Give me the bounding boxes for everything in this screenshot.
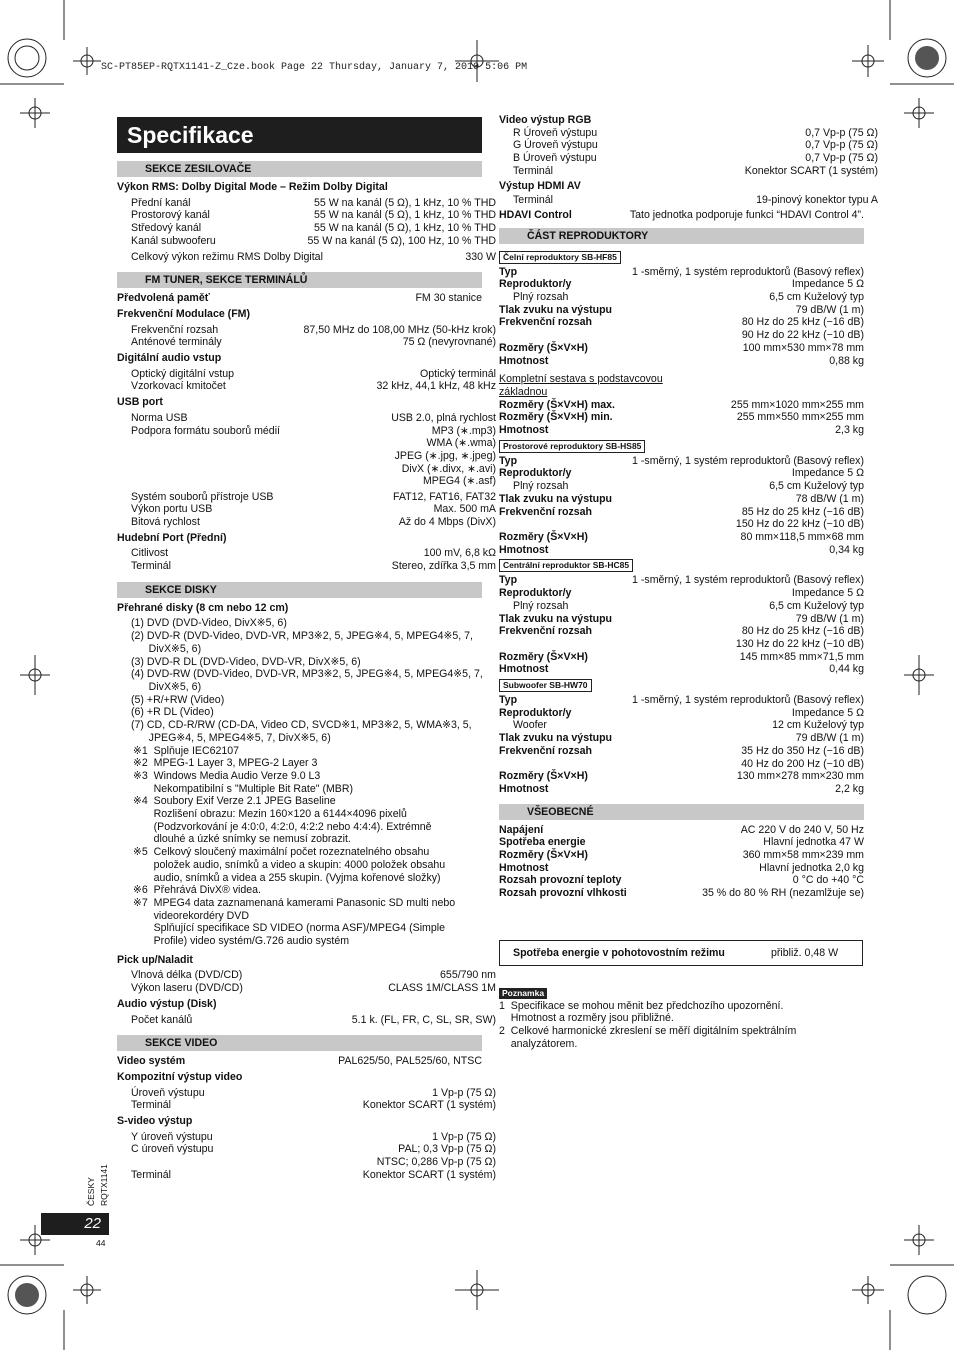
spec-label: Úroveň výstupu — [131, 1086, 205, 1099]
spec-value: 0,88 kg — [829, 354, 864, 367]
spec-label: Terminál — [513, 164, 554, 177]
print-header-line: SC-PT85EP-RQTX1141-Z_Cze.book Page 22 Thursday, January 7, 2010 5:06 PM — [101, 62, 528, 73]
spec-value: 85 Hz do 25 kHz (−16 dB) — [741, 505, 864, 518]
spec-row — [117, 336, 496, 349]
usb-standard-row: Norma USB USB 2.0, plná rychlost — [131, 411, 496, 424]
spec-row — [499, 758, 864, 771]
spec-value: 80 Hz do 25 kHz (−16 dB) — [741, 625, 864, 638]
front-speaker-tag: Čelní reproduktory SB-HF85 — [499, 251, 621, 264]
spec-row — [499, 719, 864, 732]
disc-list-item: (6) +R DL (Video) — [131, 706, 214, 719]
usb-rows — [117, 490, 496, 529]
spec-label: Rozměry (Š×V×H) — [499, 341, 588, 354]
spec-value: Konektor SCART (1 systém) — [362, 1099, 496, 1112]
spec-value: Impedance 5 Ω — [791, 467, 864, 480]
spec-row — [117, 1143, 496, 1156]
spec-row — [499, 480, 864, 493]
spec-label: Rozsah provozní vlhkosti — [499, 887, 627, 900]
spec-row — [499, 165, 878, 178]
spec-row — [499, 707, 864, 720]
spec-label: Citlivost — [131, 547, 169, 560]
spec-row — [499, 745, 864, 758]
spec-value: AC 220 V do 240 V, 50 Hz — [740, 823, 864, 836]
spec-row — [499, 304, 864, 317]
footnote-line: (Podzvorkování je 4:0:0, 4:2:0, 4:2:2 nebo 4:4:4). Extrémně — [133, 820, 432, 833]
spec-value: 19-pinový konektor typu A — [756, 194, 878, 207]
spec-row — [499, 266, 864, 279]
amp-rows — [117, 196, 496, 248]
spec-value: 0,44 kg — [829, 663, 864, 676]
spec-label: Tlak zvuku na výstupu — [499, 612, 613, 625]
spec-label: Bitová rychlost — [131, 515, 200, 528]
spec-row — [499, 127, 878, 140]
spec-label: Kanál subwooferu — [131, 234, 216, 247]
spec-label: Napájení — [499, 823, 544, 836]
spec-row — [499, 493, 864, 506]
notes-block — [499, 987, 864, 1051]
spec-value: 255 mm×1020 mm×255 mm — [730, 398, 864, 411]
spec-row — [117, 380, 496, 393]
spec-value: 79 dB/W (1 m) — [795, 612, 864, 625]
spec-value: 150 Hz do 22 kHz (−10 dB) — [735, 518, 864, 531]
spec-label: Frekvenční rozsah — [131, 323, 219, 336]
footnote-line: ※7 MPEG4 data zaznamenaná kamerami Panasonic SD multi nebo — [133, 896, 456, 909]
spec-value: 1 -směrný, 1 systém reproduktorů (Basový reflex) — [632, 265, 864, 278]
spec-value: 1 -směrný, 1 systém reproduktorů (Basový reflex) — [632, 574, 864, 587]
section-amplifier: SEKCE ZESILOVAČE — [117, 161, 482, 177]
spec-row — [117, 368, 496, 381]
spec-row — [499, 278, 864, 291]
spec-value: 55 W na kanál (5 Ω), 100 Hz, 10 % THD — [307, 234, 496, 247]
spec-label: Výkon portu USB — [131, 503, 213, 516]
spec-row — [117, 1169, 496, 1182]
standby-power-box — [499, 940, 863, 966]
spec-value: 1 -směrný, 1 systém reproduktorů (Basový reflex) — [632, 694, 864, 707]
spec-label: Frekvenční rozsah — [499, 316, 593, 329]
note-line: Hmotnost a rozměry jsou přibližné. — [499, 1012, 674, 1025]
footnote-line: Rozlišení obrazu: Mezin 160×120 a 6144×4096 pixelů — [133, 808, 407, 821]
spec-row — [499, 329, 864, 342]
disc-list-item: JPEG※4, 5, MPEG4※5, 7, DivX※5, 6) — [131, 731, 331, 744]
spec-row — [499, 291, 864, 304]
spec-value: Optický terminál — [420, 367, 496, 380]
digital-in-heading: Digitální audio vstup — [117, 352, 222, 365]
front-set-label: Kompletní sestava s podstavcovou základnou — [499, 373, 663, 398]
footnote-line: videorekordéry DVD — [133, 909, 249, 922]
usb-format-value: MP3 (∗.mp3) — [431, 424, 496, 437]
spec-value: Hlavní jednotka 47 W — [763, 836, 864, 849]
spec-label: Vzorkovací kmitočet — [131, 380, 226, 393]
spec-value: 100 mm×530 mm×78 mm — [742, 341, 864, 354]
spec-row — [499, 506, 864, 519]
spec-row — [117, 324, 496, 337]
spec-label: Typ — [499, 694, 518, 707]
spec-row — [499, 467, 864, 480]
spec-row — [499, 424, 864, 437]
section-video: SEKCE VIDEO — [117, 1035, 482, 1051]
spec-row — [117, 547, 496, 560]
spec-label: Reproduktor/y — [499, 706, 572, 719]
audio-out-rows — [117, 1013, 496, 1027]
spec-label: B Úroveň výstupu — [513, 152, 597, 165]
spec-value: 6,5 cm Kuželový typ — [769, 291, 864, 304]
digital-in-rows — [117, 367, 496, 393]
spec-row — [499, 783, 864, 796]
section-disc: SEKCE DISKY — [117, 582, 482, 598]
spec-label: Rozměry (Š×V×H) min. — [499, 411, 613, 424]
spec-value: NTSC; 0,286 Vp-p (75 Ω) — [376, 1156, 496, 1169]
spec-row — [499, 651, 864, 664]
front-speaker-rows — [499, 266, 864, 368]
fm-heading: Frekvenční Modulace (FM) — [117, 307, 251, 320]
notes-list — [499, 1000, 864, 1051]
spec-row — [499, 874, 864, 887]
spec-value: 79 dB/W (1 m) — [795, 303, 864, 316]
spec-value: 2,3 kg — [835, 424, 864, 437]
spec-row — [499, 574, 864, 587]
spec-row — [499, 694, 864, 707]
usb-format-value: DivX (∗.divx, ∗.avi) — [401, 462, 496, 475]
disc-list-item: (5) +R/+RW (Video) — [131, 693, 225, 706]
spec-row — [117, 235, 496, 248]
spec-label: Plný rozsah — [513, 291, 569, 304]
music-port-heading: Hudební Port (Přední) — [117, 531, 227, 544]
fm-rows — [117, 323, 496, 349]
spec-label: R Úroveň výstupu — [513, 126, 598, 139]
hdmi-heading: Výstup HDMI AV — [499, 179, 581, 192]
spec-row — [117, 222, 496, 235]
spec-row — [117, 1156, 496, 1169]
footnote-line: Nekompatibilní s "Multiple Bit Rate" (MBR) — [133, 782, 354, 795]
disc-list-item: (1) DVD (DVD-Video, DivX※5, 6) — [131, 617, 287, 630]
spec-value: 80 Hz do 25 kHz (−16 dB) — [741, 316, 864, 329]
spec-label: Optický digitální vstup — [131, 367, 235, 380]
composite-rows — [117, 1086, 496, 1112]
footnote-line: dlouhé a úzké snímky se nemusí zobrazit. — [133, 833, 351, 846]
footnote-line: ※3 Windows Media Audio Verze 9.0 L3 — [133, 769, 321, 782]
spec-value: PAL; 0,3 Vp-p (75 Ω) — [398, 1143, 496, 1156]
amp-heading: Výkon RMS: Dolby Digital Mode – Režim Dolby Digital — [117, 181, 388, 193]
spec-row — [499, 194, 878, 207]
hdmi-rows — [499, 194, 878, 207]
spec-row — [499, 518, 864, 531]
spec-label: Tlak zvuku na výstupu — [499, 492, 613, 505]
spec-row — [499, 836, 864, 849]
spec-value: 80 mm×118,5 mm×68 mm — [740, 530, 864, 543]
footnote-line: ※1 Splňuje IEC62107 — [133, 744, 240, 757]
spec-label: Počet kanálů — [131, 1013, 193, 1026]
spec-value: 0,34 kg — [829, 543, 864, 556]
spec-value: 90 Hz do 22 kHz (−10 dB) — [741, 329, 864, 342]
footnote-line: ※6 Přehrává DivX® videa. — [133, 884, 261, 897]
side-language: ČESKY — [86, 1177, 96, 1206]
spec-row — [499, 544, 864, 557]
spec-value: 35 % do 80 % RH (nezamlžuje se) — [702, 887, 864, 900]
preset-row: Předvolená paměť FM 30 stanice — [117, 292, 482, 305]
spec-row — [499, 355, 864, 368]
footnote-line: ※4 Soubory Exif Verze 2.1 JPEG Baseline — [133, 795, 336, 808]
disc-list-item: (7) CD, CD-R/RW (CD-DA, Video CD, SVCD※1, MP3※2, 5, WMA※3, 5, — [131, 719, 472, 732]
spec-row — [117, 503, 496, 516]
rgb-rows — [499, 126, 878, 178]
footnote-line: audio, snímků a videa a 255 skupin. (Vyjma kořenové složky) — [133, 871, 441, 884]
usb-heading: USB port — [117, 396, 163, 409]
spec-value: 12 cm Kuželový typ — [772, 719, 864, 732]
spec-value: 6,5 cm Kuželový typ — [769, 480, 864, 493]
spec-value: Konektor SCART (1 systém) — [362, 1168, 496, 1181]
page-sub-number: 44 — [96, 1238, 106, 1248]
spec-label: Tlak zvuku na výstupu — [499, 732, 613, 745]
spec-value: 6,5 cm Kuželový typ — [769, 599, 864, 612]
spec-value: Impedance 5 Ω — [791, 278, 864, 291]
spec-row — [117, 982, 496, 995]
center-speaker-tag: Centrální reproduktor SB-HC85 — [499, 559, 633, 572]
spec-value: Hlavní jednotka 2,0 kg — [759, 861, 864, 874]
spec-row — [499, 152, 878, 165]
spec-label: Rozměry (Š×V×H) — [499, 530, 588, 543]
spec-value: 0 °C do +40 °C — [792, 874, 864, 887]
spec-row — [499, 638, 864, 651]
footnote-line: ※5 Celkový sloučený maximální počet rozeznatelného obsahu — [133, 846, 430, 859]
spec-label: Hmotnost — [499, 861, 549, 874]
note-tag: Poznamka — [499, 988, 547, 999]
standby-value: přibliž. 0,48 W — [771, 947, 839, 959]
spec-row — [117, 969, 496, 982]
spec-label: Přední kanál — [131, 196, 191, 209]
spec-row — [499, 613, 864, 626]
page-number: 22 — [41, 1213, 109, 1235]
disc-heading: Přehrané disky (8 cm nebo 12 cm) — [117, 601, 289, 614]
spec-row — [117, 1014, 496, 1027]
spec-label: Prostorový kanál — [131, 209, 210, 222]
spec-row — [117, 1087, 496, 1100]
subwoofer-tag: Subwoofer SB-HW70 — [499, 679, 592, 692]
spec-label: Rozměry (Š×V×H) — [499, 770, 588, 783]
spec-label: Rozsah provozní teploty — [499, 874, 622, 887]
spec-value: 655/790 nm — [440, 969, 496, 982]
spec-label: Hmotnost — [499, 663, 549, 676]
spec-value: Až do 4 Mbps (DivX) — [398, 515, 496, 528]
spec-value: 87,50 MHz do 108,00 MHz (50-kHz krok) — [303, 323, 496, 336]
spec-label: Rozměry (Š×V×H) — [499, 650, 588, 663]
spec-label: C úroveň výstupu — [131, 1143, 214, 1156]
spec-label: Vlnová délka (DVD/CD) — [131, 969, 243, 982]
pickup-heading: Pick up/Naladit — [117, 953, 193, 966]
usb-format-value: JPEG (∗.jpg, ∗.jpeg) — [394, 449, 496, 462]
spec-value: 1 Vp-p (75 Ω) — [432, 1130, 496, 1143]
spec-value: 35 Hz do 350 Hz (−16 dB) — [741, 744, 864, 757]
spec-row — [499, 862, 864, 875]
spec-row — [499, 849, 864, 862]
spec-value: 5.1 k. (FL, FR, C, SL, SR, SW) — [351, 1013, 496, 1026]
spec-label: Hmotnost — [499, 543, 549, 556]
spec-row — [117, 1131, 496, 1144]
spec-label: Frekvenční rozsah — [499, 744, 593, 757]
audio-out-heading: Audio výstup (Disk) — [117, 997, 217, 1010]
spec-row — [499, 732, 864, 745]
disc-list-item: (2) DVD-R (DVD-Video, DVD-VR, MP3※2, 5, JPEG※4, 5, MPEG4※5, 7, — [131, 630, 473, 643]
spec-label: Terminál — [131, 560, 172, 573]
spec-value: 0,7 Vp-p (75 Ω) — [805, 126, 878, 139]
spec-row — [117, 209, 496, 222]
spec-label: G Úroveň výstupu — [513, 139, 598, 152]
spec-row — [499, 663, 864, 676]
section-speakers: ČÁST REPRODUKTORY — [499, 228, 864, 244]
surround-speaker-rows — [499, 455, 864, 557]
disc-list-item: DivX※5, 6) — [131, 642, 202, 655]
spec-row — [499, 587, 864, 600]
spec-value: 40 Hz do 200 Hz (−10 dB) — [741, 757, 864, 770]
spec-row — [499, 411, 864, 424]
svideo-heading: S-video výstup — [117, 1115, 193, 1128]
music-port-rows — [117, 547, 496, 573]
spec-label: Terminál — [131, 1099, 172, 1112]
page-title: Specifikace — [117, 117, 482, 153]
center-speaker-rows — [499, 574, 864, 676]
subwoofer-rows — [499, 694, 864, 796]
spec-label: Frekvenční rozsah — [499, 505, 593, 518]
spec-value: 1 Vp-p (75 Ω) — [432, 1086, 496, 1099]
spec-value: FAT12, FAT16, FAT32 — [392, 490, 496, 503]
disc-list — [117, 617, 482, 744]
spec-row — [117, 516, 496, 529]
spec-label: Rozměry (Š×V×H) — [499, 849, 588, 862]
spec-value: Impedance 5 Ω — [791, 587, 864, 600]
spec-row — [499, 139, 878, 152]
spec-value: CLASS 1M/CLASS 1M — [388, 982, 496, 995]
spec-label: Reproduktor/y — [499, 467, 572, 480]
spec-label: Typ — [499, 454, 518, 467]
note-line: 2 Celkové harmonické zkreslení se měří digitálním spektrálním — [499, 1025, 797, 1038]
spec-row — [499, 824, 864, 837]
spec-label: Terminál — [513, 194, 554, 207]
amp-total-row: Celkový výkon režimu RMS Dolby Digital 330 W — [131, 250, 496, 263]
spec-value: 55 W na kanál (5 Ω), 1 kHz, 10 % THD — [314, 196, 496, 209]
front-set-rows — [499, 399, 864, 437]
section-fm: FM TUNER, SEKCE TERMINÁLŮ — [117, 272, 482, 288]
spec-value: 130 Hz do 22 kHz (−10 dB) — [735, 637, 864, 650]
spec-value: Stereo, zdířka 3,5 mm — [391, 560, 496, 573]
spec-label: Terminál — [131, 1168, 172, 1181]
spec-value: 78 dB/W (1 m) — [795, 492, 864, 505]
spec-row — [499, 625, 864, 638]
spec-row — [499, 342, 864, 355]
left-column — [117, 161, 496, 1182]
side-code: RQTX1141 — [99, 1164, 109, 1206]
spec-label: Y úroveň výstupu — [131, 1130, 213, 1143]
spec-value: Konektor SCART (1 systém) — [744, 164, 878, 177]
spec-value: 55 W na kanál (5 Ω), 1 kHz, 10 % THD — [314, 209, 496, 222]
general-rows — [499, 824, 864, 900]
spec-label: Spotřeba energie — [499, 836, 586, 849]
disc-list-item: DivX※5, 6) — [131, 680, 202, 693]
spec-label: Typ — [499, 574, 518, 587]
footnote-line: Splňující specifikace SD VIDEO (norma ASF)/MPEG4 (Simple — [133, 922, 446, 935]
spec-label: Tlak zvuku na výstupu — [499, 303, 613, 316]
spec-row — [499, 455, 864, 468]
spec-row — [117, 197, 496, 210]
spec-value: Impedance 5 Ω — [791, 706, 864, 719]
pickup-rows — [117, 969, 496, 995]
footnote-line: ※2 MPEG-1 Layer 3, MPEG-2 Layer 3 — [133, 757, 318, 770]
spec-label: Typ — [499, 265, 518, 278]
spec-label: Hmotnost — [499, 424, 549, 437]
spec-row — [117, 560, 496, 573]
spec-value: Max. 500 mA — [433, 503, 496, 516]
disc-footnotes — [117, 745, 482, 948]
video-system-row: Video systém PAL625/50, PAL525/60, NTSC — [117, 1055, 482, 1068]
spec-value: 100 mV, 6,8 kΩ — [423, 547, 496, 560]
spec-label: Anténové terminály — [131, 336, 222, 349]
spec-row — [499, 531, 864, 544]
spec-label: Systém souborů přístroje USB — [131, 490, 274, 503]
spec-label: Hmotnost — [499, 782, 549, 795]
spec-label: Woofer — [513, 719, 547, 732]
rgb-heading: Video výstup RGB — [499, 114, 592, 126]
composite-heading: Kompozitní výstup video — [117, 1070, 243, 1083]
spec-row — [499, 600, 864, 613]
spec-label: Rozměry (Š×V×H) max. — [499, 398, 615, 411]
note-line: 1 Specifikace se mohou měnit bez předchozího upozornění. — [499, 999, 784, 1012]
spec-value: 130 mm×278 mm×230 mm — [736, 770, 864, 783]
spec-label: Frekvenční rozsah — [499, 625, 593, 638]
spec-value: 0,7 Vp-p (75 Ω) — [805, 152, 878, 165]
svideo-rows — [117, 1130, 496, 1182]
spec-value: 145 mm×85 mm×71,5 mm — [739, 650, 864, 663]
spec-value: 55 W na kanál (5 Ω), 1 kHz, 10 % THD — [314, 222, 496, 235]
spec-value: 79 dB/W (1 m) — [795, 732, 864, 745]
spec-row — [499, 887, 864, 900]
spec-value: 32 kHz, 44,1 kHz, 48 kHz — [376, 380, 496, 393]
usb-format-value: WMA (∗.wma) — [426, 437, 496, 450]
usb-format-row: Podpora formátu souborů médií MP3 (∗.mp3) WMA (∗.wma) JPEG (∗.jpg, ∗.jpeg) DivX (∗.divx, ∗.avi) MPEG4 (∗.asf) — [131, 424, 496, 488]
spec-row — [499, 316, 864, 329]
disc-list-item: (3) DVD-R DL (DVD-Video, DVD-VR, DivX※5, 6) — [131, 655, 361, 668]
footnote-line: Profile) video systém/G.726 audio systém — [133, 935, 350, 948]
section-general: VŠEOBECNÉ — [499, 804, 864, 820]
spec-row — [499, 770, 864, 783]
spec-row — [117, 491, 496, 504]
standby-label: Spotřeba energie v pohotovostním režimu — [513, 947, 725, 959]
spec-value: 0,7 Vp-p (75 Ω) — [805, 139, 878, 152]
spec-value: 75 Ω (nevyrovnané) — [402, 336, 496, 349]
spec-label: Hmotnost — [499, 354, 549, 367]
spec-value: 1 -směrný, 1 systém reproduktorů (Basový reflex) — [632, 454, 864, 467]
note-line: analyzátorem. — [499, 1037, 578, 1050]
spec-label: Výkon laseru (DVD/CD) — [131, 982, 243, 995]
hdavi-row: HDAVI Control Tato jednotka podporuje funkci “HDAVI Control 4”. — [499, 208, 864, 221]
spec-value: 255 mm×550 mm×255 mm — [736, 411, 864, 424]
footnote-line: položek audio, snímků a video a skupin: 4000 položek obsahu — [133, 858, 446, 871]
spec-label: Středový kanál — [131, 222, 202, 235]
usb-format-value: MPEG4 (∗.asf) — [422, 475, 496, 488]
spec-row — [117, 1099, 496, 1112]
spec-label: Plný rozsah — [513, 480, 569, 493]
disc-list-item: (4) DVD-RW (DVD-Video, DVD-VR, MP3※2, 5, JPEG※4, 5, MPEG4※5, 7, — [131, 668, 483, 681]
spec-row — [499, 399, 864, 412]
surround-speaker-tag: Prostorové reproduktory SB-HS85 — [499, 440, 645, 453]
spec-value: 2,2 kg — [835, 782, 864, 795]
spec-label: Reproduktor/y — [499, 587, 572, 600]
spec-value: 360 mm×58 mm×239 mm — [742, 849, 864, 862]
spec-label: Reproduktor/y — [499, 278, 572, 291]
spec-label: Plný rozsah — [513, 599, 569, 612]
right-column — [499, 114, 878, 900]
